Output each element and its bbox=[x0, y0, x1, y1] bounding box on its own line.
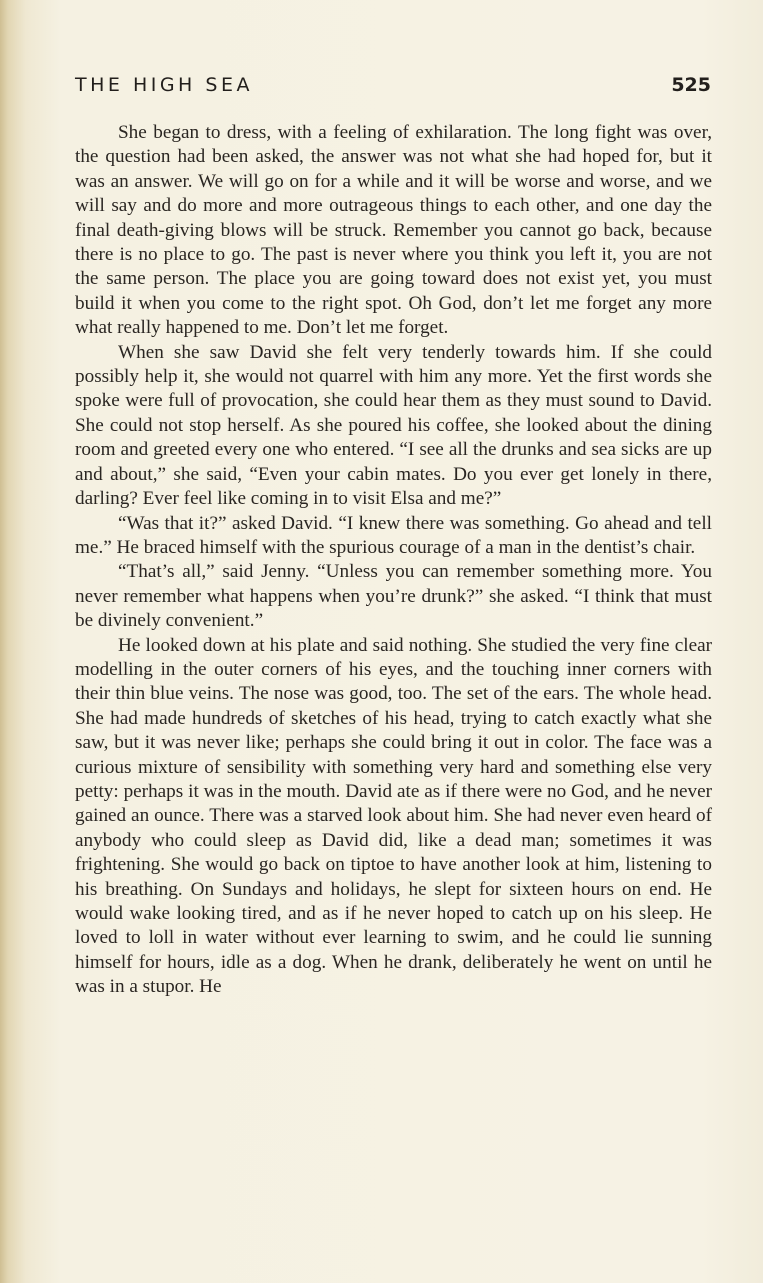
paragraph: She began to dress, with a feeling of exhilaration. The long fight was over, the question had been asked, the answer was not what she had hoped for, but it was an answer. We will go on for a while and it will be worse and worse, and we will say and do more and more outrageous things to each other, and one day the final death-giving blows will be struck. Remember you cannot go back, because there is no place to go. The past is never where you think you left it, you are not the same person. The place you are going toward does not exist yet, you must build it when you come to the right spot. Oh God, don’t let me forget any more what really happened to me. Don’t let me forget. bbox=[75, 122, 712, 339]
page-header bbox=[75, 74, 711, 96]
paragraph: When she saw David she felt very tenderly towards him. If she could possibly help it, she would not quarrel with him any more. Yet the first words she spoke were full of provocation, she could hear them as they must sound to David. She could not stop herself. As she poured his coffee, she looked about the dining room and greeted every one who entered. “I see all the drunks and sea sicks are up and about,” she said, “Even your cabin mates. Do you ever get lonely in there, darling? Ever feel like coming in to visit Elsa and me?” bbox=[75, 341, 712, 510]
paragraph: “That’s all,” said Jenny. “Unless you can remember something more. You never remember what happens when you’re drunk?” she asked. “I think that must be divinely convenient.” bbox=[75, 561, 712, 632]
paragraph: “Was that it?” asked David. “I knew there was something. Go ahead and tell me.” He braced himself with the spurious courage of a man in the dentist’s chair. bbox=[75, 512, 712, 558]
paragraph: He looked down at his plate and said nothing. She studied the very fine clear modelling in the outer corners of his eyes, and the touching inner corners with their thin blue veins. The nose was good, too. The set of the ears. The whole head. She had made hundreds of sketches of his head, trying to catch exactly what she saw, but it was never like; perhaps she could bring it out in color. The face was a curious mixture of sensibility with something very hard and something else very petty: perhaps it was in the mouth. David ate as if there were no God, and he never gained an ounce. There was a starved look about him. She had never even heard of anybody who could sleep as David did, like a dead man; sometimes it was frightening. She would go back on tiptoe to have another look at him, listening to his breathing. On Sundays and holidays, he slept for sixteen hours on end. He would wake looking tired, and as if he never hoped to catch up on his sleep. He loved to loll in water without ever learning to swim, and he could lie sunning himself for hours, idle as a dog. When he drank, deliberately he went on until he was in a stupor. He bbox=[75, 634, 712, 998]
running-head: THE HIGH SEA bbox=[75, 74, 253, 96]
body-text bbox=[75, 121, 712, 1000]
page-number: 525 bbox=[671, 74, 711, 96]
